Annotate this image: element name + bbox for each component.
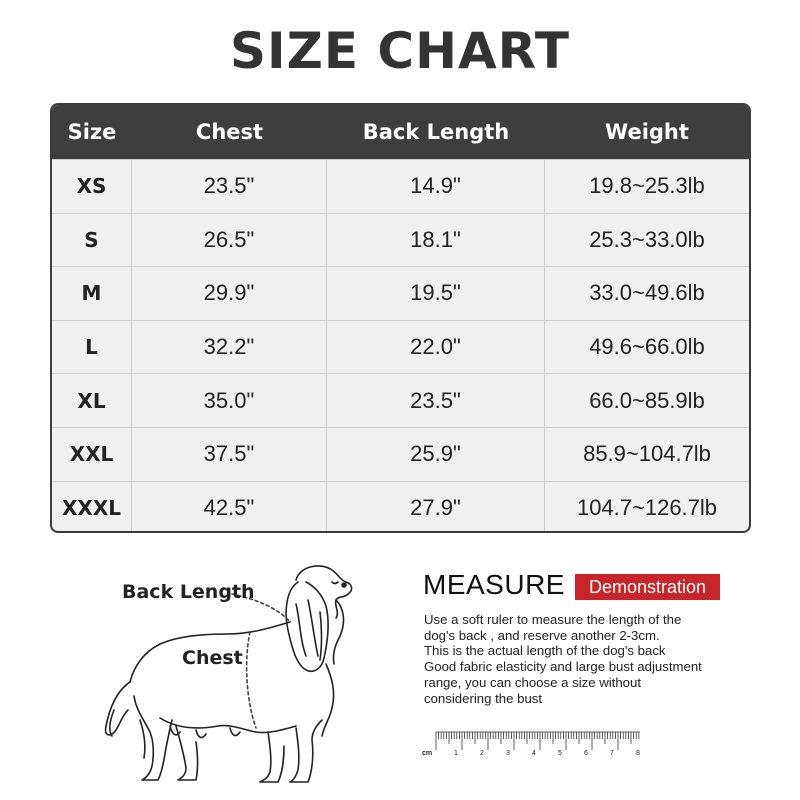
table-row xyxy=(52,320,749,374)
chest-label: Chest xyxy=(182,647,243,669)
cell-back-length: 14.9" xyxy=(327,160,545,213)
header-chest: Chest xyxy=(195,120,264,144)
ruler-number: 7 xyxy=(610,750,614,757)
desc-line: range, you can choose a size without xyxy=(424,674,641,690)
table-row xyxy=(52,266,749,320)
cell-size: XL xyxy=(52,374,132,427)
cell-back-length: 22.0" xyxy=(327,321,545,374)
table-row xyxy=(52,481,749,533)
cell-size: XXXL xyxy=(52,482,132,533)
measure-description xyxy=(424,612,744,706)
cell-weight: 85.9~104.7lb xyxy=(583,441,711,467)
cell-back-length: 18.1" xyxy=(327,214,545,267)
cell-weight: 19.8~25.3lb xyxy=(589,173,705,199)
cell-weight: 25.3~33.0lb xyxy=(589,226,705,252)
back-length-label: Back Length xyxy=(122,581,255,603)
cell-back-length: 19.5" xyxy=(327,267,545,320)
cell-size: M xyxy=(52,267,132,320)
cell-chest: 23.5" xyxy=(132,160,327,213)
measure-title: MEASURE xyxy=(423,569,565,600)
cell-back-length: 23.5" xyxy=(327,374,545,427)
page-title: SIZE CHART xyxy=(229,22,571,80)
table-header xyxy=(52,105,749,159)
cell-size: L xyxy=(52,321,132,374)
table-row xyxy=(52,213,749,267)
table-row xyxy=(52,373,749,427)
ruler-number: 5 xyxy=(558,750,562,757)
ruler-number: 8 xyxy=(636,750,640,757)
cell-weight: 66.0~85.9lb xyxy=(589,387,705,413)
header-weight: Weight xyxy=(605,120,689,144)
desc-line: This is the actual length of the dog's back xyxy=(424,643,666,659)
ruler-icon xyxy=(420,728,640,758)
cell-size: S xyxy=(52,214,132,267)
demonstration-badge: Demonstration xyxy=(575,574,720,600)
size-table xyxy=(50,103,751,533)
cell-back-length: 25.9" xyxy=(327,428,545,481)
header-size: Size xyxy=(67,120,117,144)
cell-chest: 42.5" xyxy=(132,482,327,533)
ruler-number: 3 xyxy=(506,750,510,757)
cell-weight: 104.7~126.7lb xyxy=(576,494,718,520)
ruler-unit-label: cm xyxy=(422,750,433,757)
cell-chest: 35.0" xyxy=(132,374,327,427)
cell-size: XXL xyxy=(52,428,132,481)
cell-size: XS xyxy=(52,160,132,213)
table-row xyxy=(52,159,749,213)
ruler-number: 4 xyxy=(532,750,536,757)
desc-line: dog's back , and reserve another 2-3cm. xyxy=(424,627,660,643)
desc-line: Good fabric elasticity and large bust adjustment xyxy=(424,659,702,675)
desc-line: considering the bust xyxy=(424,690,543,706)
desc-line: Use a soft ruler to measure the length of the xyxy=(424,612,682,627)
ruler-number: 1 xyxy=(454,750,458,757)
ruler-number: 6 xyxy=(584,750,588,757)
cell-chest: 26.5" xyxy=(132,214,327,267)
header-back-length: Back Length xyxy=(362,120,510,144)
table-row xyxy=(52,427,749,481)
cell-chest: 32.2" xyxy=(132,321,327,374)
cell-back-length: 27.9" xyxy=(327,482,545,533)
cell-chest: 37.5" xyxy=(132,428,327,481)
ruler-number: 2 xyxy=(480,750,484,757)
cell-weight: 33.0~49.6lb xyxy=(589,280,705,306)
cell-weight: 49.6~66.0lb xyxy=(589,334,705,360)
cell-chest: 29.9" xyxy=(132,267,327,320)
